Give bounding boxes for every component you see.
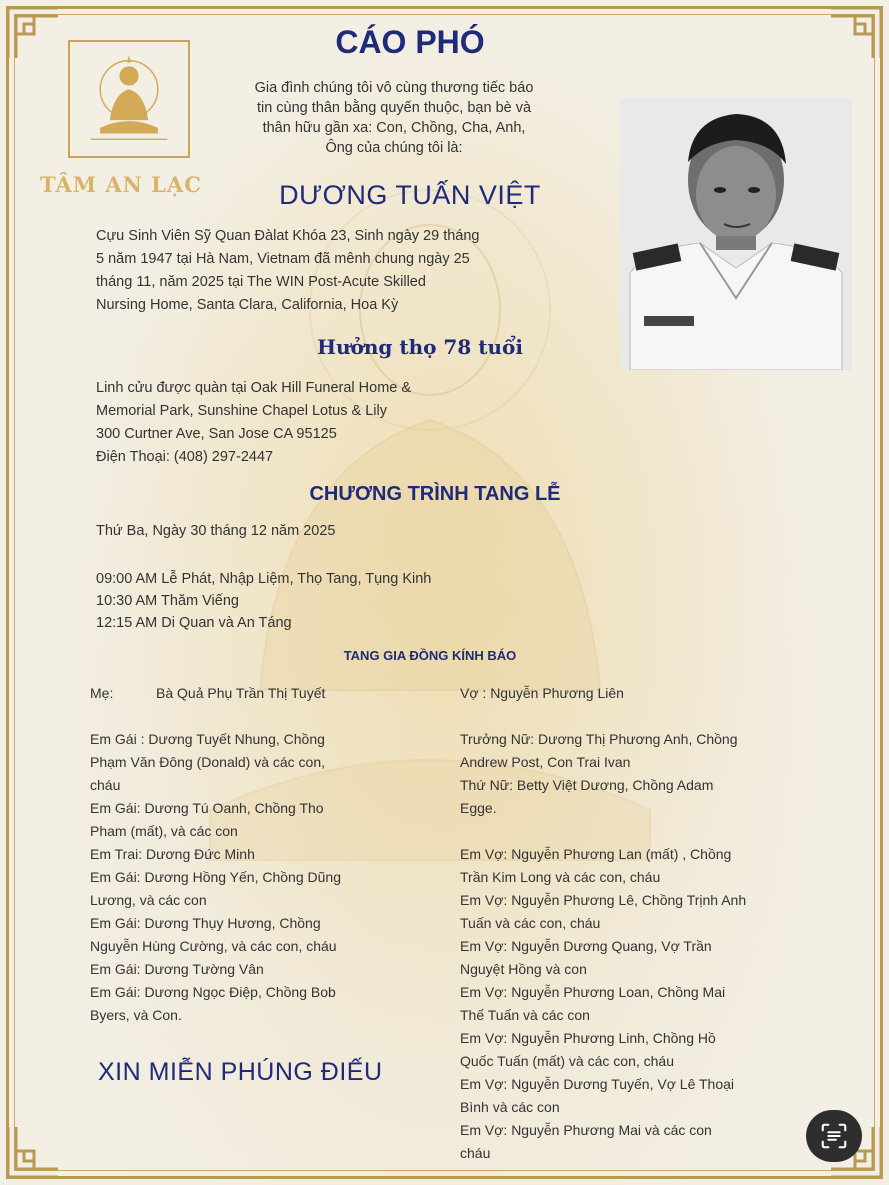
- family-line: Pham (mất), và các con: [90, 823, 238, 839]
- family-line: Trần Kim Long và các con, cháu: [460, 869, 661, 885]
- program-heading: CHƯƠNG TRÌNH TANG LỄ: [309, 483, 561, 505]
- bio-line: Nursing Home, Santa Clara, California, Hoa Kỳ: [96, 297, 399, 313]
- wife-line: Vợ : Nguyễn Phương Liên: [460, 685, 624, 701]
- bio-line: tháng 11, năm 2025 tại The WIN Post-Acute Skilled: [96, 274, 426, 290]
- family-line: Em Gái: Dương Hồng Yến, Chồng Dũng: [90, 869, 341, 885]
- family-left-column: [90, 682, 435, 1027]
- family-line: Byers, và Con.: [90, 1007, 182, 1023]
- intro-line: thân hữu gần xa: Con, Chồng, Cha, Anh,: [262, 120, 526, 136]
- family-line: Quốc Tuấn (mất) và các con, cháu: [460, 1053, 674, 1069]
- deceased-name: DƯƠNG TUẤN VIỆT: [279, 180, 541, 210]
- intro-line: Gia đình chúng tôi vô cùng thương tiếc báo: [254, 80, 534, 96]
- family-line: Trưởng Nữ: Dương Thị Phương Anh, Chồng: [460, 731, 738, 747]
- family-line: Em Vợ: Nguyễn Phương Lan (mất) , Chồng: [460, 846, 732, 862]
- family-line: Phạm Văn Đông (Donald) và các con,: [90, 754, 326, 770]
- scan-text-icon: [819, 1121, 849, 1151]
- program-date: Thứ Ba, Ngày 30 tháng 12 năm 2025: [96, 523, 336, 539]
- family-line: cháu: [90, 777, 121, 793]
- family-line: Em Gái : Dương Tuyết Nhung, Chồng: [90, 731, 325, 747]
- no-condolence-notice: XIN MIỄN PHÚNG ĐIẾU: [98, 1058, 383, 1086]
- family-right-column: [460, 682, 855, 1165]
- intro-line: Ông của chúng tôi là:: [325, 140, 463, 156]
- schedule-item: 12:15 AM Di Quan và An Táng: [96, 615, 292, 631]
- logo-badge: [68, 40, 190, 158]
- mother-label: Mẹ:: [90, 685, 114, 701]
- family-line: Em Trai: Dương Đức Minh: [90, 846, 255, 862]
- intro-line: tin cùng thân bằng quyến thuộc, bạn bè và: [256, 100, 532, 116]
- venue-line: 300 Curtner Ave, San Jose CA 95125: [96, 426, 337, 442]
- family-line: Em Gái: Dương Ngọc Điệp, Chồng Bob: [90, 984, 336, 1000]
- family-heading: TANG GIA ĐỒNG KÍNH BÁO: [343, 648, 517, 663]
- family-line: Tuấn và các con, cháu: [460, 915, 601, 931]
- family-line: Thế Tuấn và các con: [460, 1007, 590, 1023]
- venue-line: Điện Thoại: (408) 297-2447: [96, 449, 274, 465]
- portrait-photo: [620, 98, 852, 370]
- corner-ornament-icon: [4, 1123, 62, 1181]
- family-line: Em Vợ: Nguyễn Dương Quang, Vợ Trần: [460, 938, 712, 954]
- corner-ornament-icon: [4, 4, 62, 62]
- family-line: cháu: [460, 1145, 491, 1161]
- age-heading: Hưởng thọ 78 tuổi: [317, 335, 523, 359]
- venue-line: Memorial Park, Sunshine Chapel Lotus & Lily: [96, 403, 387, 419]
- family-line: Em Gái: Dương Thụy Hương, Chồng: [90, 915, 321, 931]
- family-line: Em Gái: Dương Tú Oanh, Chồng Tho: [90, 800, 324, 816]
- family-line: Egge.: [460, 800, 497, 816]
- mother-name: Bà Quả Phụ Trần Thị Tuyết: [156, 685, 326, 701]
- family-line: Em Vợ: Nguyễn Phương Loan, Chồng Mai: [460, 984, 726, 1000]
- program-schedule: [96, 568, 616, 634]
- corner-ornament-icon: [827, 4, 885, 62]
- bio-line: 5 năm 1947 tại Hà Nam, Vietnam đã mênh chung ngày 25: [96, 251, 470, 267]
- schedule-item: 10:30 AM Thăm Viếng: [96, 593, 239, 609]
- schedule-item: 09:00 AM Lễ Phát, Nhập Liệm, Thọ Tang, Tụng Kinh: [96, 571, 432, 587]
- family-line: Em Vợ: Nguyễn Phương Lê, Chồng Trịnh Anh: [460, 892, 747, 908]
- mother-row: [90, 682, 435, 705]
- venue-text: [96, 377, 566, 469]
- family-line: Em Vợ: Nguyễn Phương Mai và các con: [460, 1122, 712, 1138]
- family-line: Em Vợ: Nguyễn Dương Tuyến, Vợ Lê Thoại: [460, 1076, 735, 1092]
- family-line: Thứ Nữ: Betty Việt Dương, Chồng Adam: [460, 777, 714, 793]
- family-line: Em Vợ: Nguyễn Phương Linh, Chồng Hồ: [460, 1030, 716, 1046]
- family-line: Bình và các con: [460, 1099, 560, 1115]
- family-line: Em Gái: Dương Tường Vân: [90, 961, 264, 977]
- intro-text: [196, 78, 592, 158]
- scan-text-button[interactable]: [806, 1110, 862, 1162]
- bio-line: Cựu Sinh Viên Sỹ Quan Đàlat Khóa 23, Sinh ngày 29 tháng: [96, 228, 480, 244]
- family-line: Lương, và các con: [90, 892, 207, 908]
- venue-line: Linh cửu được quàn tại Oak Hill Funeral Home &: [96, 380, 412, 396]
- buddha-icon: [81, 51, 177, 147]
- page-title: CÁO PHÓ: [335, 24, 485, 60]
- family-line: Nguyễn Hùng Cường, và các con, cháu: [90, 938, 337, 954]
- family-line: Nguyệt Hồng và con: [460, 961, 587, 977]
- bio-text: [96, 225, 606, 317]
- logo-text: TÂM AN LẠC: [40, 172, 202, 197]
- family-line: Andrew Post, Con Trai Ivan: [460, 754, 631, 770]
